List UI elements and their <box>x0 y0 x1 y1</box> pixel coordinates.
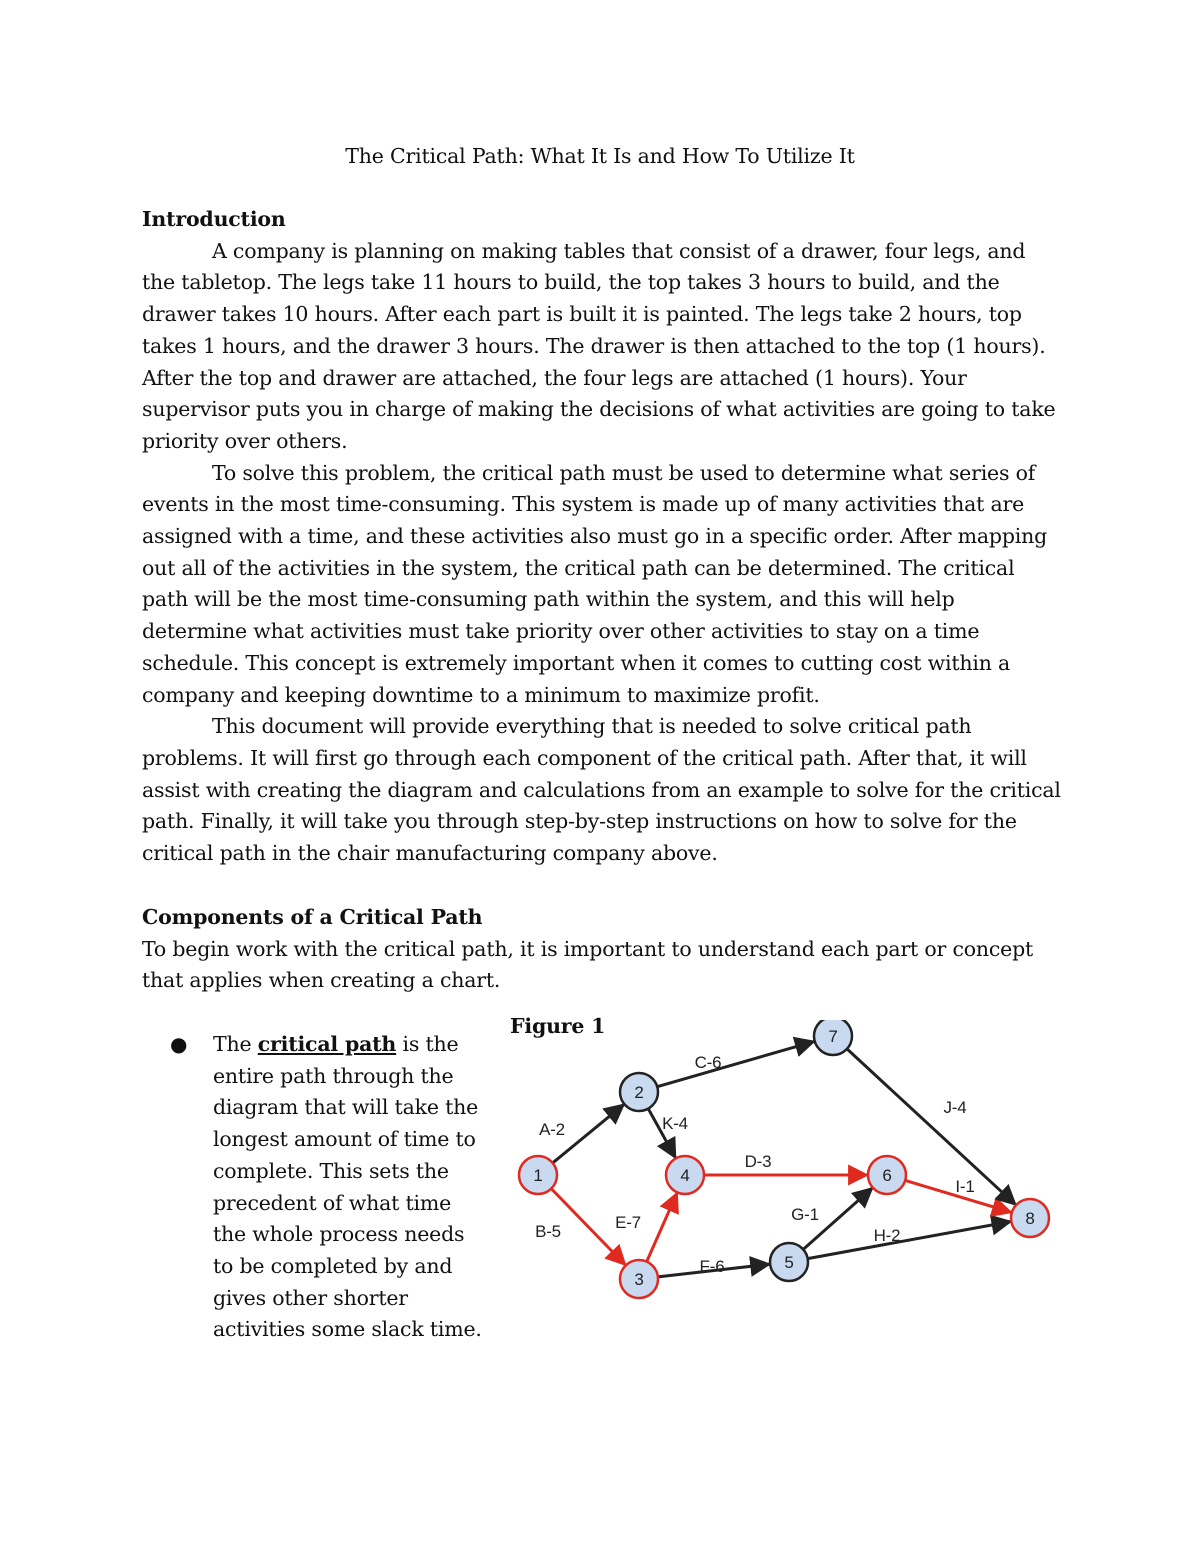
edge-label-e-7: E-7 <box>615 1213 641 1232</box>
critical-path-diagram <box>500 1020 1060 1310</box>
edge-label-h-2: H-2 <box>873 1226 901 1245</box>
edge-label-b-5: B-5 <box>535 1222 561 1241</box>
edge-label-f-6: F-6 <box>699 1257 725 1276</box>
edge-b-5 <box>551 1189 625 1265</box>
edge-e-7 <box>647 1193 677 1261</box>
introduction-heading: Introduction <box>142 207 286 231</box>
components-section <box>142 902 1062 997</box>
edge-label-j-4: J-4 <box>943 1098 967 1117</box>
intro-paragraph-2: To solve this problem, the critical path must be used to determine what series of events in the most time-consuming. This system is made up of many activities that are assigned with a time, and these activities also must go in a specific order. After mapping out all of the activities in the system, the critical path can be determined. The critical path will be the most time-consuming path within the system, and this will help determine what activities must take priority over other activities to stay on a time schedule. This concept is extremely important when it comes to cutting cost within a company and keeping downtime to a minimum to maximize profit. <box>142 460 1048 707</box>
bullet-critical-path <box>170 1029 490 1346</box>
node-label-1: 1 <box>533 1166 543 1185</box>
intro-paragraph-3: This document will provide everything that is needed to solve critical path problems. It will first go through each component of the critical path. After that, it will assist with creating the diagram and calculations from an example to solve for the critical path. Finally, it will take you through step-by-step instructions on how to solve for the critical path in the chair manufacturing company above. <box>142 714 1061 866</box>
node-label-7: 7 <box>828 1027 838 1046</box>
edge-h-2 <box>808 1222 1011 1259</box>
node-label-2: 2 <box>634 1083 644 1102</box>
edge-label-c-6: C-6 <box>694 1053 722 1072</box>
bullet-text: The critical path is the entire path through the diagram that will take the longest amount of time to complete. This sets the precedent of what time the whole process needs to be completed by and gives other shorter activities some slack time. <box>213 1032 482 1342</box>
node-label-4: 4 <box>680 1166 690 1185</box>
edge-label-d-3: D-3 <box>744 1152 772 1171</box>
edge-label-i-1: I-1 <box>955 1177 975 1196</box>
edge-c-6 <box>657 1042 814 1087</box>
components-intro: To begin work with the critical path, it is important to understand each part or concept that applies when creating a chart. <box>142 936 1034 993</box>
introduction-section <box>142 204 1062 870</box>
node-label-8: 8 <box>1025 1209 1035 1228</box>
edge-label-g-1: G-1 <box>791 1205 819 1224</box>
document-title: The Critical Path: What It Is and How To Utilize It <box>345 144 855 168</box>
components-heading: Components of a Critical Path <box>142 905 483 929</box>
figure-label: Figure 1 <box>510 1014 606 1038</box>
intro-paragraph-1: A company is planning on making tables that consist of a drawer, four legs, and the tabletop. The legs take 11 hours to build, the top takes 3 hours to build, and the drawer takes 10 hours. After each part is built it is painted. The legs take 2 hours, top takes 1 hours, and the drawer 3 hours. The drawer is then attached to the top (1 hours). After the top and drawer are attached, the four legs are attached (1 hours). Your supervisor puts you in charge of making the decisions of what activities are going to take priority over others. <box>142 238 1056 453</box>
node-label-6: 6 <box>882 1166 892 1185</box>
edge-label-k-4: K-4 <box>662 1114 688 1133</box>
edge-label-a-2: A-2 <box>539 1120 565 1139</box>
node-label-3: 3 <box>634 1270 644 1289</box>
node-label-5: 5 <box>784 1253 794 1272</box>
bullet-icon: ● <box>170 1032 188 1056</box>
critical-path-term: critical path <box>257 1032 397 1056</box>
